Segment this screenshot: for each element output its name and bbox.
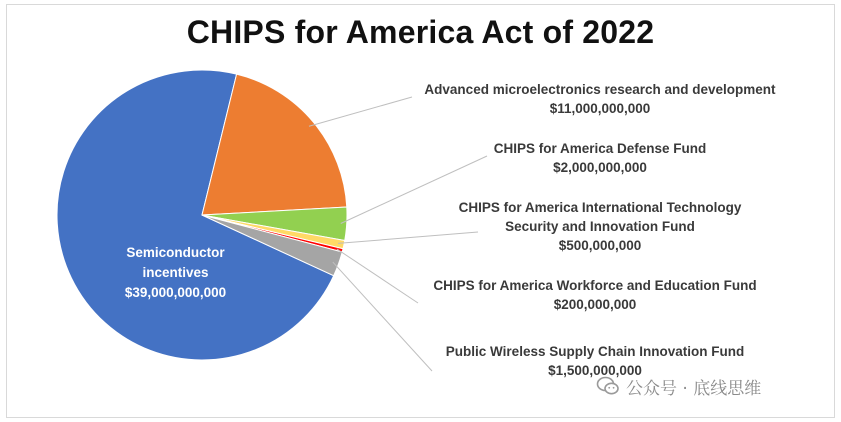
wechat-icon xyxy=(596,374,620,398)
label-international-name1: CHIPS for America International Technology xyxy=(458,200,742,215)
label-wireless-name: Public Wireless Supply Chain Innovation Fund xyxy=(445,344,745,359)
watermark xyxy=(596,374,761,398)
label-semiconductor-line2: incentives xyxy=(142,265,209,280)
label-semiconductor xyxy=(88,243,263,303)
label-defense-amount: $2,000,000,000 xyxy=(553,160,647,175)
label-workforce-amount: $200,000,000 xyxy=(553,297,637,312)
label-defense xyxy=(450,139,750,177)
watermark-text: 公众号 · 底线思维 xyxy=(626,378,762,399)
chart-title: CHIPS for America Act of 2022 xyxy=(186,14,655,50)
label-international xyxy=(430,198,770,255)
leader-line-workforce xyxy=(337,249,418,303)
label-semiconductor-amount: $39,000,000,000 xyxy=(124,285,227,300)
leader-line-advanced xyxy=(309,97,412,126)
label-international-name2: Security and Innovation Fund xyxy=(505,219,695,234)
label-workforce-name: CHIPS for America Workforce and Education Fund xyxy=(433,278,757,293)
label-semiconductor-line1: Semiconductor xyxy=(126,245,225,260)
label-wireless-amount: $1,500,000,000 xyxy=(548,363,642,378)
label-international-amount: $500,000,000 xyxy=(558,238,642,253)
label-advanced-amount: $11,000,000,000 xyxy=(549,101,651,116)
label-advanced xyxy=(400,80,800,118)
label-workforce xyxy=(410,276,780,314)
label-defense-name: CHIPS for America Defense Fund xyxy=(493,141,707,156)
label-advanced-name: Advanced microelectronics research and development xyxy=(424,82,776,97)
